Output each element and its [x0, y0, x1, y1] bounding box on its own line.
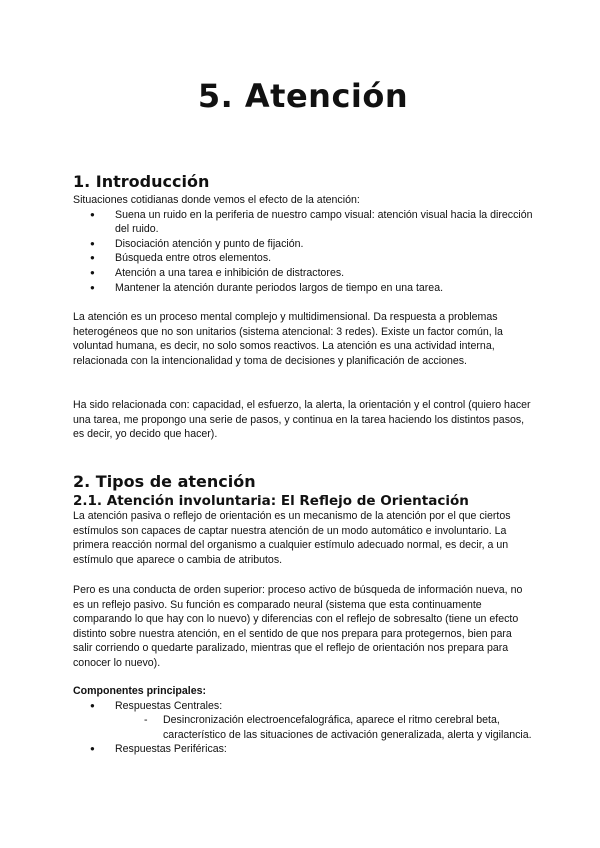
list-item: ● Búsqueda entre otros elementos. [90, 251, 533, 266]
list-item: - Desincronización electroencefalográfica, aparece el ritmo cerebral beta, característico de las situaciones de activación generalizada, alerta y vigilancia. [90, 713, 533, 742]
section-heading: 2. Tipos de atención [73, 472, 256, 491]
sub-list [115, 713, 533, 742]
paragraph: La atención es un proceso mental complejo y multidimensional. Da respuesta a problemas heterogéneos que no son unitarios (sistema atencional: 3 redes). Existe un factor común, la voluntad humana, es decir, no solo somos reactivos. La atención es una actividad interna, relacionada con la intencionalidad y toma de decisiones y planificación de acciones. [73, 311, 503, 367]
intro-text: Situaciones cotidianas donde vemos el efecto de la atención: [73, 194, 360, 206]
list-item: ● Atención a una tarea e inhibición de distractores. [90, 266, 533, 281]
section-heading: 1. Introducción [73, 172, 210, 191]
subsection-heading: 2.1. Atención involuntaria: El Reflejo de Orientación [73, 493, 469, 509]
components-label: Componentes principales: [73, 685, 207, 697]
components-block [73, 684, 533, 757]
section-types [73, 472, 533, 510]
paragraph: La atención pasiva o reflejo de orientación es un mecanismo de la atención por el que ciertos estímulos son capaces de captar nuestra atención de un modo automático e involuntario. La primera reacción normal del organismo a cualquier estímulo adecuado normal, es decir, a un estímulo que aparece o cambia de atributos. [73, 510, 511, 566]
peripheral-label: Respuestas Periféricas: [115, 743, 227, 756]
paragraph: Pero es una conducta de orden superior: proceso activo de búsqueda de información nueva, no es un reflejo pasivo. Su función es comparado neural (sistema que esta continuamente comparando lo que hay con lo nuevo) y diferencias con el reflejo de sobresalto (tiene un efecto distinto sobre nuestra atención, en el sentido de que nos prepara para protegernos, bien para salir corriendo o quedarte paralizado, mientras que el reflejo de orientación nos prepara para conocer lo nuevo). [73, 584, 523, 669]
section-introduction [73, 172, 533, 295]
list-item [90, 742, 533, 757]
central-label: Respuestas Centrales: [115, 699, 223, 712]
list-item [90, 699, 533, 743]
list-item: ● Disociación atención y punto de fijación. [90, 237, 533, 252]
list-item: ● Suena un ruido en la periferia de nuestro campo visual: atención visual hacia la dirección del ruido. [90, 208, 533, 237]
paragraph: Ha sido relacionada con: capacidad, el esfuerzo, la alerta, la orientación y el control (quiero hacer una tarea, me propongo una serie de pasos, y continua en la tarea haciendo los distintos pasos, es decir, yo decido que hacer). [73, 399, 531, 441]
components-list [73, 699, 533, 757]
situations-list [73, 208, 533, 296]
page-title: 5. Atención [197, 77, 409, 115]
list-item: ● Mantener la atención durante periodos largos de tiempo en una tarea. [90, 281, 533, 296]
